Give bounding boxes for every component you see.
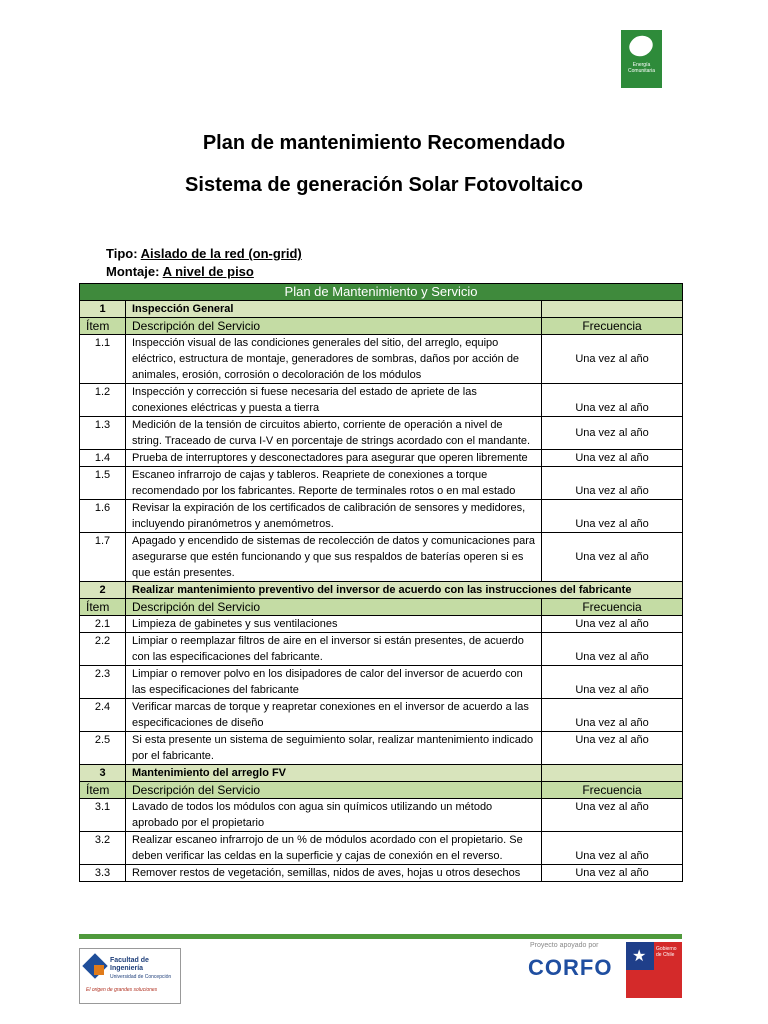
service-description: Escaneo infrarrojo de cajas y tableros. Reapriete de conexiones a torque recomendado por los fabricantes. Reporte de terminales rotos o en mal estado <box>126 467 542 500</box>
item-number: 1.5 <box>80 467 126 500</box>
service-description: Lavado de todos los módulos con agua sin químicos utilizando un método aprobado por el propietario <box>126 799 542 832</box>
table-row <box>80 533 683 582</box>
footer-divider <box>79 934 682 939</box>
gobierno-label: Gobierno de Chile <box>656 946 677 958</box>
column-header-description: Descripción del Servicio <box>126 599 542 616</box>
service-frequency: Una vez al año <box>542 799 683 832</box>
service-description: Limpieza de gabinetes y sus ventilaciones <box>126 616 542 633</box>
corfo-logo: CORFO <box>528 955 613 980</box>
service-frequency: Una vez al año <box>542 732 683 765</box>
item-number: 3.3 <box>80 865 126 882</box>
faculty-emblem-accent-icon <box>94 965 104 975</box>
item-number: 2.1 <box>80 616 126 633</box>
item-number: 1.6 <box>80 500 126 533</box>
column-header-frequency: Frecuencia <box>542 318 683 335</box>
energia-comunitaria-logo <box>621 30 662 88</box>
table-row <box>80 699 683 732</box>
section-number: 1 <box>80 301 126 318</box>
service-description: Revisar la expiración de los certificados de calibración de sensores y medidores, incluyendo piranómetros y anemómetros. <box>126 500 542 533</box>
column-header-row <box>80 318 683 335</box>
project-support-label: Proyecto apoyado por <box>530 942 599 949</box>
service-frequency: Una vez al año <box>542 865 683 882</box>
tipo-line <box>106 246 302 261</box>
service-frequency: Una vez al año <box>542 417 683 450</box>
service-description: Limpiar o remover polvo en los disipadores de calor del inversor de acuerdo con las especificaciones del fabricante <box>126 666 542 699</box>
table-row <box>80 384 683 417</box>
service-description: Verificar marcas de torque y reapretar conexiones en el inversor de acuerdo a las especificaciones de diseño <box>126 699 542 732</box>
section-row <box>80 582 683 599</box>
section-number: 3 <box>80 765 126 782</box>
table-row <box>80 335 683 384</box>
document-subtitle: Sistema de generación Solar Fotovoltaico <box>185 174 583 196</box>
table-row <box>80 633 683 666</box>
column-header-item: Ítem <box>80 318 126 335</box>
column-header-row <box>80 599 683 616</box>
table-row <box>80 799 683 832</box>
faculty-logo <box>79 948 181 1004</box>
item-number: 1.7 <box>80 533 126 582</box>
table-row <box>80 732 683 765</box>
service-frequency: Una vez al año <box>542 500 683 533</box>
gobierno-de-chile-logo <box>626 942 682 998</box>
item-number: 2.4 <box>80 699 126 732</box>
table-row <box>80 450 683 467</box>
service-description: Prueba de interruptores y desconectadores para asegurar que operen libremente <box>126 450 542 467</box>
service-frequency: Una vez al año <box>542 384 683 417</box>
service-description: Inspección visual de las condiciones generales del sitio, del arreglo, equipo eléctrico, estructura de montaje, generadores de sombras, daños por acción de animales, erosión, corrosión o decoloración de los módulos <box>126 335 542 384</box>
section-title: Mantenimiento del arreglo FV <box>126 765 542 782</box>
montaje-line <box>106 264 254 279</box>
university-name: Universidad de Concepción <box>110 974 172 980</box>
item-number: 3.1 <box>80 799 126 832</box>
table-header: Plan de Mantenimiento y Servicio <box>80 284 683 301</box>
service-frequency: Una vez al año <box>542 335 683 384</box>
tipo-label: Tipo: <box>106 246 138 261</box>
section-empty-cell <box>542 765 683 782</box>
column-header-description: Descripción del Servicio <box>126 318 542 335</box>
service-frequency: Una vez al año <box>542 699 683 732</box>
montaje-label: Montaje: <box>106 264 160 279</box>
column-header-frequency: Frecuencia <box>542 599 683 616</box>
faculty-name: Facultad de Ingeniería <box>110 957 149 972</box>
column-header-item: Ítem <box>80 599 126 616</box>
item-number: 2.3 <box>80 666 126 699</box>
section-title: Inspección General <box>126 301 542 318</box>
table-row <box>80 417 683 450</box>
service-frequency: Una vez al año <box>542 633 683 666</box>
service-frequency: Una vez al año <box>542 533 683 582</box>
table-row <box>80 500 683 533</box>
section-title: Realizar mantenimiento preventivo del inversor de acuerdo con las instrucciones del fabricante <box>126 582 683 599</box>
service-description: Inspección y corrección si fuese necesaria del estado de apriete de las conexiones eléctricas y puesta a tierra <box>126 384 542 417</box>
section-row <box>80 301 683 318</box>
column-header-row <box>80 782 683 799</box>
item-number: 1.1 <box>80 335 126 384</box>
document-title: Plan de mantenimiento Recomendado <box>202 132 566 154</box>
montaje-value: A nivel de piso <box>162 264 254 279</box>
service-description: Si esta presente un sistema de seguimiento solar, realizar mantenimiento indicado por el fabricante. <box>126 732 542 765</box>
table-header-row <box>80 284 683 301</box>
service-description: Realizar escaneo infrarrojo de un % de módulos acordado con el propietario. Se deben verificar las celdas en la superficie y cajas de conexión en el reverso. <box>126 832 542 865</box>
table-row <box>80 865 683 882</box>
faculty-slogan: El origen de grandes soluciones <box>86 987 158 993</box>
item-number: 1.3 <box>80 417 126 450</box>
section-number: 2 <box>80 582 126 599</box>
service-description: Medición de la tensión de circuitos abierto, corriente de operación a nivel de string. Traceado de curva I-V en porcentaje de strings acordado con el mandante. <box>126 417 542 450</box>
maintenance-table <box>79 283 683 882</box>
service-frequency: Una vez al año <box>542 616 683 633</box>
service-frequency: Una vez al año <box>542 832 683 865</box>
item-number: 1.4 <box>80 450 126 467</box>
item-number: 1.2 <box>80 384 126 417</box>
tipo-value: Aislado de la red (on-grid) <box>140 246 302 261</box>
service-frequency: Una vez al año <box>542 666 683 699</box>
item-number: 3.2 <box>80 832 126 865</box>
service-description: Apagado y encendido de sistemas de recolección de datos y comunicaciones para asegurarse que estén funcionando y que sus respaldos de baterías operen si es que están presentes. <box>126 533 542 582</box>
column-header-frequency: Frecuencia <box>542 782 683 799</box>
service-description: Remover restos de vegetación, semillas, nidos de aves, hojas u otros desechos <box>126 865 542 882</box>
column-header-item: Ítem <box>80 782 126 799</box>
section-empty-cell <box>542 301 683 318</box>
table-row <box>80 616 683 633</box>
table-row <box>80 832 683 865</box>
section-row <box>80 765 683 782</box>
logo-text: Energía Comunitaria <box>628 62 655 74</box>
table-row <box>80 467 683 500</box>
service-frequency: Una vez al año <box>542 450 683 467</box>
table-row <box>80 666 683 699</box>
star-icon: ★ <box>632 948 647 965</box>
item-number: 2.5 <box>80 732 126 765</box>
service-frequency: Una vez al año <box>542 467 683 500</box>
leaf-icon <box>626 31 655 60</box>
item-number: 2.2 <box>80 633 126 666</box>
service-description: Limpiar o reemplazar filtros de aire en el inversor si están presentes, de acuerdo con las especificaciones del fabricante. <box>126 633 542 666</box>
column-header-description: Descripción del Servicio <box>126 782 542 799</box>
